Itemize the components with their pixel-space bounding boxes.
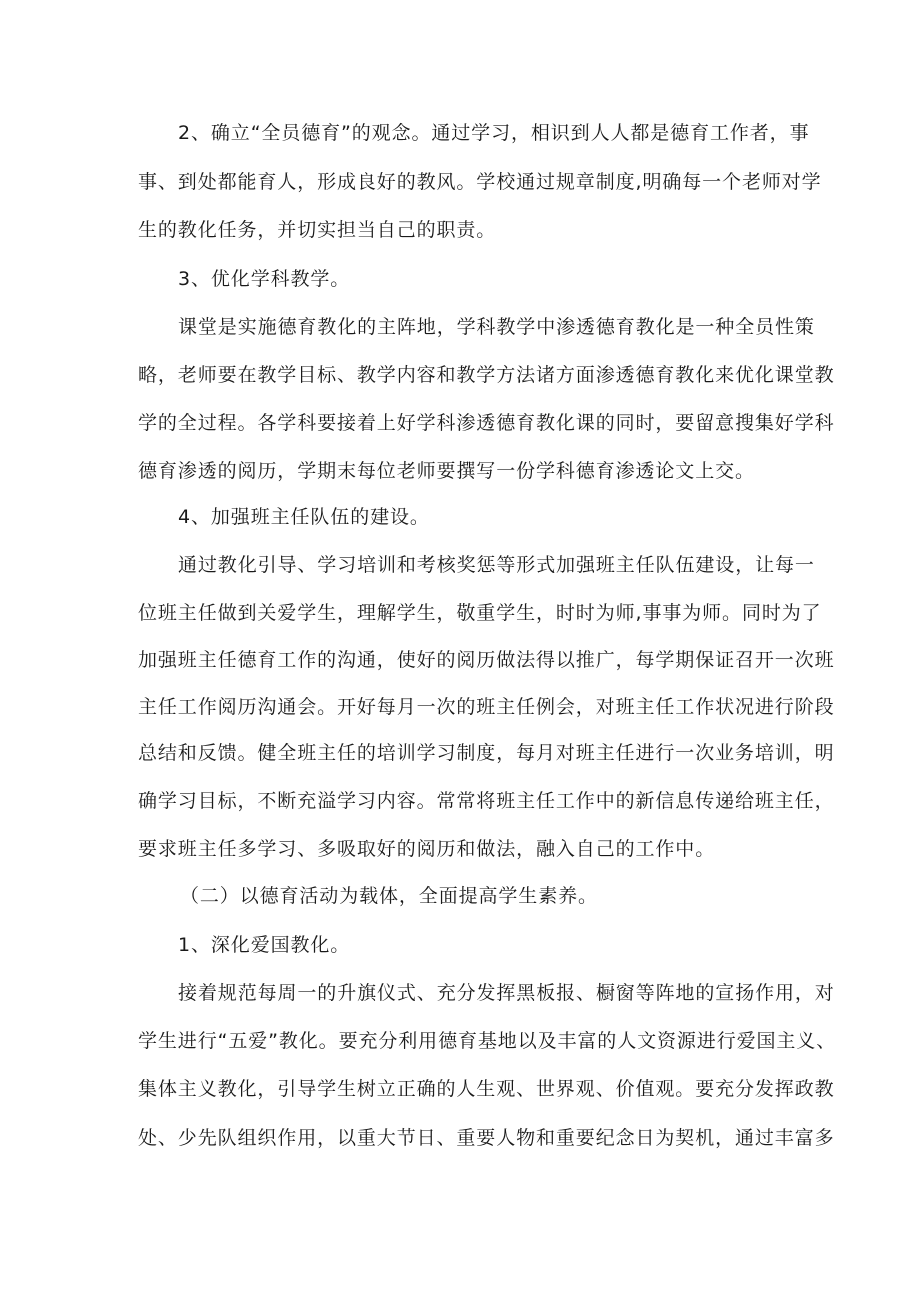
text-line: 集体主义教化，引导学生树立正确的人生观、世界观、价值观。要充分发挥政教 (138, 1078, 835, 1100)
text-line: 位班主任做到关爱学生，理解学生，敬重学生，时时为师,事事为师。同时为了 (138, 602, 822, 624)
text-line: 确学习目标，不断充溢学习内容。常常将班主任工作中的新信息传递给班主任， (138, 790, 835, 812)
section-heading: （二）以德育活动为载体，全面提高学生素养。 (180, 885, 598, 907)
text-line: 处、少先队组织作用，以重大节日、重要人物和重要纪念日为契机，通过丰富多 (138, 1127, 835, 1149)
text-line: 略，老师要在教学目标、教学内容和教学方法诸方面渗透德育教化来优化课堂教 (138, 364, 835, 386)
section-heading: 3、优化学科教学。 (178, 268, 351, 290)
section-heading: 4、加强班主任队伍的建设。 (178, 506, 430, 528)
text-line: 主任工作阅历沟通会。开好每月一次的班主任例会，对班主任工作状况进行阶段 (138, 696, 835, 718)
text-line: 学生进行“五爱”教化。要充分利用德育基地以及丰富的人文资源进行爱国主义、 (138, 1030, 837, 1052)
text-line: 生的教化任务，并切实担当自己的职责。 (138, 219, 497, 241)
text-line: 加强班主任德育工作的沟通，使好的阅历做法得以推广，每学期保证召开一次班 (138, 649, 835, 671)
section-heading: 1、深化爱国教化。 (178, 934, 351, 956)
text-line: 德育渗透的阅历，学期末每位老师要撰写一份学科德育渗透论文上交。 (138, 460, 755, 482)
text-line: 接着规范每周一的升旗仪式、充分发挥黑板报、橱窗等阵地的宣扬作用，对 (178, 982, 835, 1004)
text-line: 事、到处都能育人，形成良好的教风。学校通过规章制度,明确每一个老师对学 (138, 171, 822, 193)
text-line: 课堂是实施德育教化的主阵地，学科教学中渗透德育教化是一种全员性策 (178, 316, 815, 338)
text-line: 通过教化引导、学习培训和考核奖惩等形式加强班主任队伍建设，让每一 (178, 554, 815, 576)
text-line: 学的全过程。各学科要接着上好学科渗透德育教化课的同时，要留意搜集好学科 (138, 412, 835, 434)
text-line: 2、确立“全员德育”的观念。通过学习，相识到人人都是德育工作者，事 (178, 122, 810, 144)
text-line: 要求班主任多学习、多吸取好的阅历和做法，融入自己的工作中。 (138, 838, 716, 860)
text-line: 总结和反馈。健全班主任的培训学习制度，每月对班主任进行一次业务培训，明 (138, 742, 835, 764)
